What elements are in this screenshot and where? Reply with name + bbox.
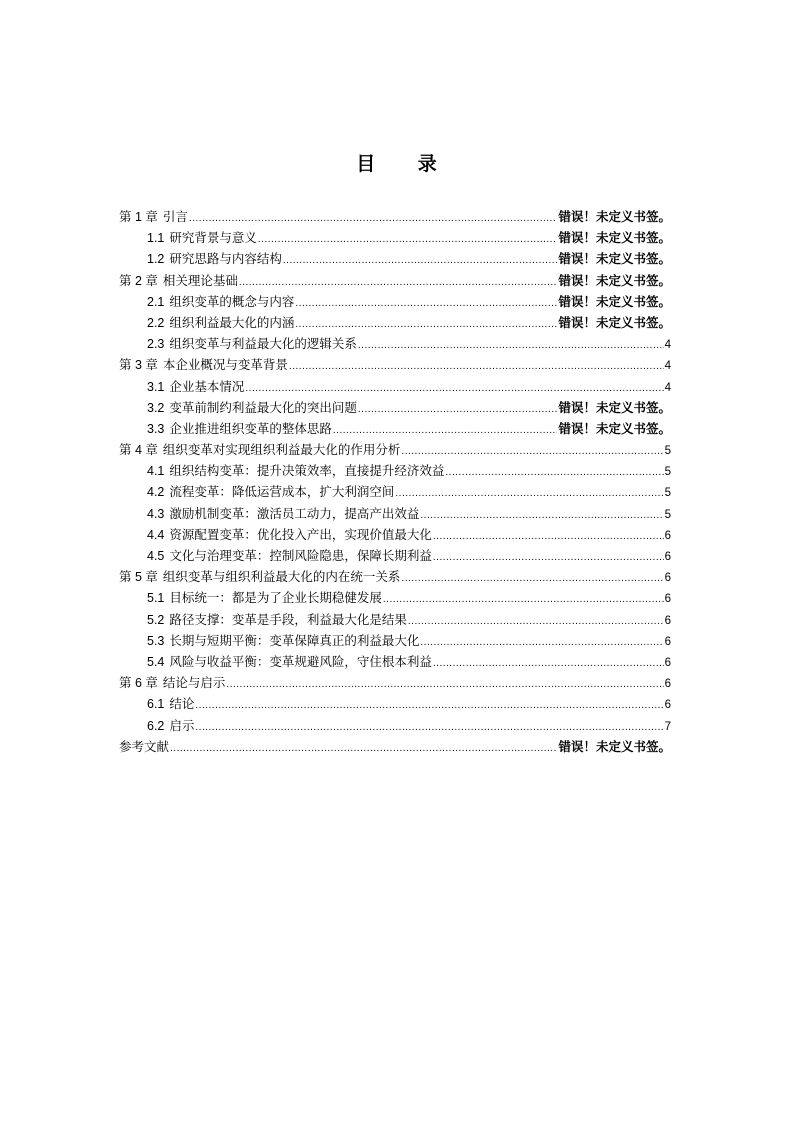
toc-entry-number: 3.2 — [147, 400, 165, 415]
toc-entry-title: 变革前制约利益最大化的突出问题 — [169, 399, 357, 415]
toc-entry-title: 组织变革与组织利益最大化的内在统一关系 — [162, 569, 401, 585]
toc-page-number: 4 — [664, 360, 671, 373]
toc-entry-title: 组织变革的概念与内容 — [169, 293, 295, 309]
toc-chapter-entry[interactable] — [119, 354, 671, 375]
toc-entry-title: 企业基本情况 — [169, 378, 245, 394]
toc-entry-number: 1.2 — [147, 252, 165, 267]
toc-dot-leader — [358, 335, 664, 356]
toc-dot-leader — [383, 589, 664, 610]
toc-chapter-entry[interactable] — [119, 672, 671, 693]
toc-bookmark-error: 错误！未定义书签。 — [558, 251, 671, 267]
toc-section-entry[interactable] — [119, 651, 671, 672]
toc-entry-number: 4.4 — [147, 527, 165, 542]
toc-page-number: 6 — [664, 635, 671, 648]
toc-entry-number: 6.2 — [147, 718, 165, 733]
toc-entry-title: 目标统一：都是为了企业长期稳健发展 — [169, 590, 382, 606]
toc-page-number: 4 — [664, 381, 671, 394]
toc-dot-leader — [245, 378, 663, 399]
toc-section-entry[interactable] — [119, 227, 671, 248]
toc-page-number: 6 — [664, 593, 671, 606]
toc-section-entry[interactable] — [119, 481, 671, 502]
toc-entry-title: 组织变革对实现组织利益最大化的作用分析 — [162, 442, 401, 458]
toc-section-entry[interactable] — [119, 693, 671, 714]
toc-section-entry[interactable] — [119, 248, 671, 269]
toc-entry-title: 文化与治理变革：控制风险隐患，保障长期利益 — [169, 548, 432, 563]
toc-entry-number: 3.3 — [147, 421, 165, 436]
toc-entry-number: 5.2 — [147, 612, 165, 627]
toc-section-entry[interactable] — [119, 503, 671, 524]
toc-dot-leader — [195, 695, 663, 716]
toc-entry-number: 4.3 — [147, 506, 165, 521]
toc-page-number: 5 — [664, 445, 671, 458]
toc-entry-number: 第 1 章 — [119, 210, 158, 224]
toc-page-number: 4 — [664, 339, 671, 352]
toc-entry-title: 组织利益最大化的内涵 — [169, 314, 295, 330]
toc-entry-title: 结论与启示 — [162, 675, 226, 691]
toc-dot-leader — [295, 293, 557, 314]
toc-entry-number: 第 6 章 — [119, 676, 158, 691]
table-of-contents — [119, 206, 671, 757]
toc-page-number: 5 — [664, 508, 671, 521]
toc-dot-leader — [239, 272, 558, 293]
toc-page-number: 6 — [664, 678, 671, 691]
toc-chapter-entry[interactable] — [119, 270, 671, 291]
toc-page-number: 6 — [664, 699, 671, 712]
toc-dot-leader — [170, 738, 557, 759]
toc-entry-number: 第 3 章 — [119, 358, 158, 373]
toc-chapter-entry[interactable] — [119, 566, 671, 587]
toc-entry-number: 第 4 章 — [119, 443, 158, 458]
toc-bookmark-error: 错误！未定义书签。 — [558, 738, 671, 754]
toc-section-entry[interactable] — [119, 524, 671, 545]
toc-dot-leader — [195, 717, 663, 738]
toc-dot-leader — [433, 547, 664, 568]
toc-entry-number: 5.1 — [147, 591, 165, 606]
toc-entry-title: 资源配置变革：优化投入产出，实现价值最大化 — [169, 526, 432, 542]
toc-dot-leader — [295, 314, 557, 335]
toc-section-entry[interactable] — [119, 460, 671, 481]
toc-entry-number: 1.1 — [147, 231, 165, 246]
toc-entry-title: 组织变革与利益最大化的逻辑关系 — [169, 336, 357, 352]
toc-entry-number: 第 5 章 — [119, 570, 158, 585]
toc-bookmark-error: 错误！未定义书签。 — [558, 230, 671, 246]
toc-entry-number: 4.1 — [147, 464, 165, 479]
toc-page-number: 6 — [664, 529, 671, 542]
toc-entry-title: 结论 — [169, 696, 195, 712]
toc-entry-title: 路径支撑：变革是手段，利益最大化是结果 — [169, 611, 407, 627]
toc-bookmark-error: 错误！未定义书签。 — [558, 420, 671, 436]
toc-section-entry[interactable] — [119, 312, 671, 333]
toc-section-entry[interactable] — [119, 545, 671, 566]
toc-section-entry[interactable] — [119, 609, 671, 630]
toc-dot-leader — [433, 653, 664, 674]
toc-dot-leader — [408, 611, 664, 632]
toc-entry-title: 激励机制变革：激活员工动力，提高产出效益 — [169, 505, 420, 521]
toc-section-entry[interactable] — [119, 630, 671, 651]
toc-dot-leader — [420, 505, 663, 526]
toc-entry-title: 长期与短期平衡：变革保障真正的利益最大化 — [169, 632, 420, 648]
toc-entry-title: 研究背景与意义 — [169, 230, 257, 246]
toc-entry-number: 5.4 — [147, 654, 165, 669]
toc-entry-number: 3.1 — [147, 379, 165, 394]
toc-chapter-entry[interactable] — [119, 736, 671, 757]
toc-dot-leader — [258, 229, 558, 250]
toc-entry-number: 2.3 — [147, 337, 165, 352]
toc-bookmark-error: 错误！未定义书签。 — [558, 209, 671, 224]
toc-dot-leader — [401, 568, 663, 589]
toc-dot-leader — [358, 399, 558, 420]
toc-chapter-entry[interactable] — [119, 206, 671, 227]
toc-section-entry[interactable] — [119, 587, 671, 608]
toc-entry-title: 本企业概况与变革背景 — [162, 357, 288, 373]
toc-page-number: 5 — [664, 466, 671, 479]
toc-dot-leader — [333, 420, 558, 441]
toc-bookmark-error: 错误！未定义书签。 — [558, 314, 671, 330]
toc-section-entry[interactable] — [119, 715, 671, 736]
toc-entry-title: 研究思路与内容结构 — [169, 251, 282, 267]
toc-bookmark-error: 错误！未定义书签。 — [558, 293, 671, 309]
toc-entry-title: 企业推进组织变革的整体思路 — [169, 420, 332, 436]
toc-section-entry[interactable] — [119, 291, 671, 312]
toc-section-entry[interactable] — [119, 376, 671, 397]
toc-dot-leader — [395, 483, 663, 504]
toc-entry-title: 风险与收益平衡：变革规避风险，守住根本利益 — [169, 653, 432, 669]
toc-section-entry[interactable] — [119, 397, 671, 418]
toc-dot-leader — [283, 250, 558, 271]
toc-entry-number: 6.1 — [147, 697, 165, 712]
toc-page-number: 6 — [664, 551, 671, 563]
toc-bookmark-error: 错误！未定义书签。 — [558, 399, 671, 415]
toc-entry-number: 4.5 — [147, 549, 165, 563]
toc-section-entry[interactable] — [119, 333, 671, 354]
toc-dot-leader — [420, 632, 663, 653]
toc-dot-leader — [289, 356, 664, 377]
toc-entry-title: 引言 — [162, 209, 188, 224]
toc-dot-leader — [401, 441, 663, 462]
toc-page-number: 6 — [664, 572, 671, 585]
toc-dot-leader — [226, 674, 663, 695]
toc-entry-title: 相关理论基础 — [162, 272, 238, 288]
toc-dot-leader — [433, 526, 664, 547]
toc-entry-title: 启示 — [169, 717, 195, 733]
toc-entry-title: 流程变革：降低运营成本，扩大利润空间 — [169, 484, 395, 500]
toc-entry-title: 参考文献 — [119, 738, 170, 754]
toc-entry-number: 4.2 — [147, 485, 165, 500]
toc-dot-leader — [189, 208, 558, 229]
toc-dot-leader — [445, 462, 663, 483]
toc-entry-title: 组织结构变革：提升决策效率，直接提升经济效益 — [169, 463, 445, 479]
toc-entry-number: 2.2 — [147, 315, 165, 330]
toc-entry-number: 2.1 — [147, 294, 165, 309]
toc-page-number: 7 — [664, 720, 671, 733]
toc-bookmark-error: 错误！未定义书签。 — [558, 272, 671, 288]
toc-page-number: 6 — [664, 614, 671, 627]
toc-entry-number: 5.3 — [147, 633, 165, 648]
toc-chapter-entry[interactable] — [119, 439, 671, 460]
toc-section-entry[interactable] — [119, 418, 671, 439]
toc-entry-number: 第 2 章 — [119, 273, 158, 288]
toc-title: 目 录 — [356, 153, 455, 175]
toc-page-number: 5 — [664, 487, 671, 500]
toc-page-number: 6 — [664, 656, 671, 669]
